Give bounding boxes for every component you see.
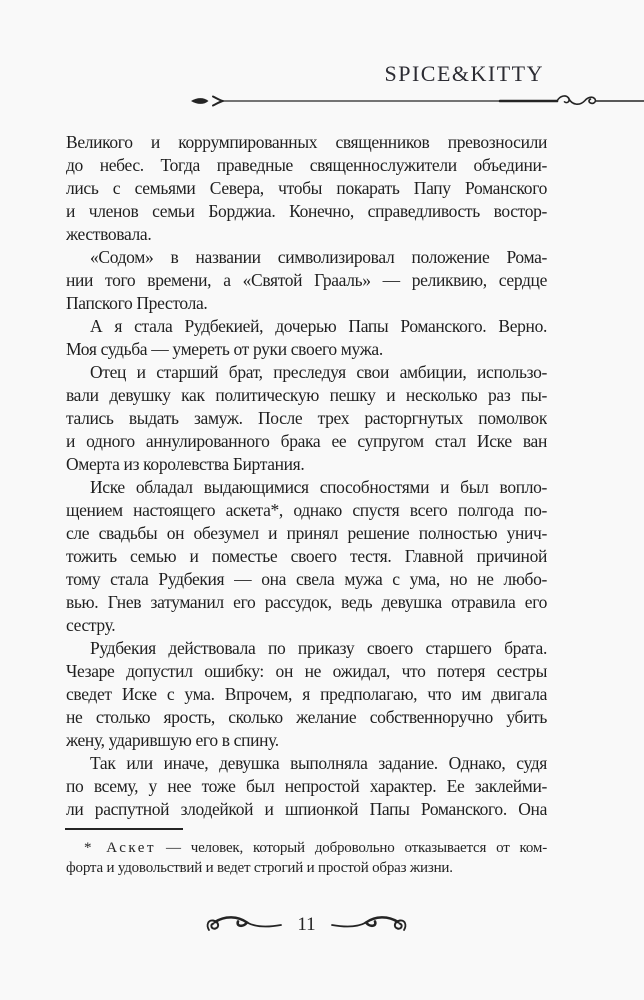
footnote-separator bbox=[65, 828, 183, 830]
text-line: и членов семьи Борджиа. Конечно, справедливость востор- bbox=[66, 201, 547, 221]
footer-flourish-left-icon bbox=[205, 914, 283, 936]
text-line: Иске обладал выдающимися способностями и был вопло- bbox=[90, 477, 547, 497]
text-line: Отец и старший брат, преследуя свои амбиции, использо- bbox=[90, 362, 547, 382]
text-line: не столько ярость, сколько желание собственноручно убить bbox=[66, 707, 547, 727]
text-line: сведет Иске с ума. Впрочем, я предполагаю, что им двигала bbox=[66, 684, 547, 704]
footnote-marker: * bbox=[84, 840, 92, 856]
text-line: до небес. Тогда праведные священнослужители объедини- bbox=[66, 155, 547, 175]
text-line: «Содом» в названии символизировал положение Рома- bbox=[90, 247, 547, 267]
footnote-line bbox=[66, 838, 547, 858]
text-line: Моя судьба — умереть от руки своего мужа. bbox=[66, 339, 383, 359]
text-line: жену, ударившую его в спину. bbox=[66, 730, 279, 750]
text-line: Чезаре допустил ошибку: он не ожидал, что потеря сестры bbox=[66, 661, 547, 681]
footnote-term: Аскет bbox=[106, 840, 157, 856]
text-line: Так или иначе, девушка выполняла задание. Однако, судя bbox=[90, 753, 547, 773]
swirl-ornament-icon bbox=[557, 96, 595, 104]
text-line: нии того времени, а «Святой Грааль» — реликвию, сердце bbox=[66, 270, 547, 290]
text-line: Папского Престола. bbox=[66, 293, 208, 313]
text-line: сле свадьбы он обезумел и принял решение полностью унич- bbox=[66, 523, 547, 543]
text-line: Великого и коррумпированных священников превозносили bbox=[66, 132, 547, 152]
text-line: тому стала Рудбекия — она свела мужа с ума, но не любо- bbox=[66, 569, 547, 589]
text-line: тались выдать замуж. После трех расторгнутых помолвок bbox=[66, 408, 547, 428]
body-text bbox=[66, 131, 547, 821]
text-line: щением настоящего аскета*, однако спустя всего полгода по- bbox=[66, 500, 547, 520]
text-line: и одного аннулированного брака ее супругом стал Иске ван bbox=[66, 431, 547, 451]
text-line: по всему, у нее тоже был непростой характер. Ее заклейми- bbox=[66, 776, 547, 796]
running-head-title: SPICE&KITTY bbox=[384, 61, 544, 86]
page-footer bbox=[66, 911, 547, 939]
text-line: лись с семьями Севера, чтобы покарать Папу Романского bbox=[66, 178, 547, 198]
footnote-line: форта и удовольствий и ведет строгий и простой образ жизни. bbox=[66, 860, 453, 876]
page-number: 11 bbox=[297, 914, 316, 935]
footnote-text: — человек, который добровольно отказывается от ком- bbox=[166, 840, 547, 856]
text-line: жествовала. bbox=[66, 224, 152, 244]
text-line: Рудбекия действовала по приказу своего старшего брата. bbox=[90, 638, 547, 658]
arrow-ornament-icon bbox=[191, 97, 223, 106]
text-line: тожить семью и поместье своего тестя. Главной причиной bbox=[66, 546, 547, 566]
text-line: вью. Гнев затуманил его рассудок, ведь девушка отравила его bbox=[66, 592, 547, 612]
text-line: сестру. bbox=[66, 615, 116, 635]
header-rule bbox=[190, 94, 644, 108]
footnote bbox=[66, 838, 547, 878]
text-line: Омерта из королевства Биртания. bbox=[66, 454, 305, 474]
text-line: А я стала Рудбекией, дочерью Папы Романского. Верно. bbox=[90, 316, 547, 336]
text-line: ли распутной злодейкой и шпионкой Папы Романского. Она bbox=[66, 799, 547, 819]
text-line: вали девушку как политическую пешку и несколько раз пы- bbox=[66, 385, 547, 405]
footer-flourish-right-icon bbox=[330, 914, 408, 936]
